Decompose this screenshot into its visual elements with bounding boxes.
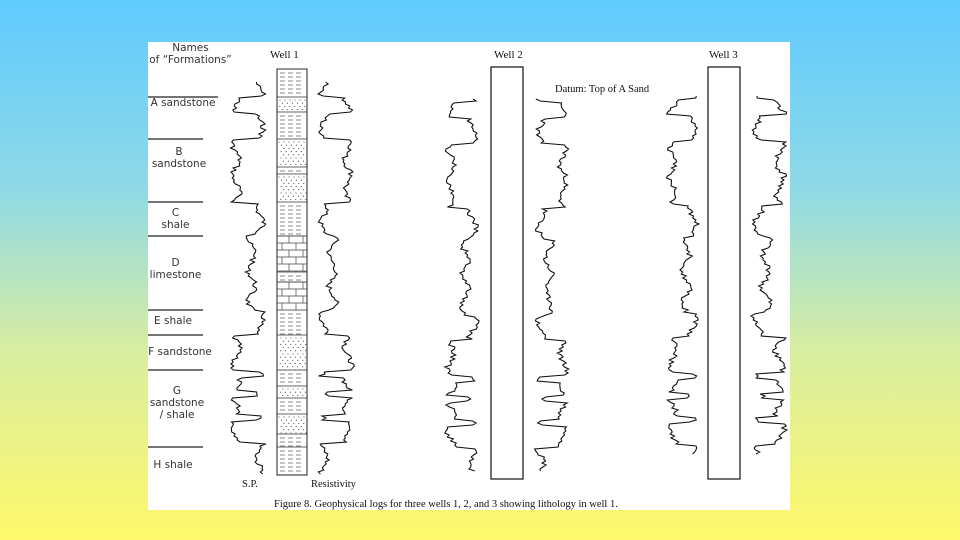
sand-dot [283, 141, 284, 142]
sand-dot [287, 353, 288, 354]
sand-dot [291, 186, 292, 187]
sand-dot [287, 395, 288, 396]
sand-dot [298, 154, 299, 155]
sand-dot [304, 106, 305, 107]
sand-dot [286, 186, 287, 187]
sand-dot [305, 357, 306, 358]
sand-dot [280, 157, 281, 158]
sand-dot [281, 180, 282, 181]
sand-dot [292, 388, 293, 389]
sand-dot [287, 109, 288, 110]
sand-dot [288, 347, 289, 348]
sand-dot [295, 157, 296, 158]
sand-dot [292, 360, 293, 361]
sand-dot [288, 176, 289, 177]
sand-dot [280, 344, 281, 345]
sand-dot [290, 432, 291, 433]
well-3-title: Well 3 [709, 49, 738, 61]
sand-dot [298, 341, 299, 342]
sand-dot [281, 186, 282, 187]
sand-dot [280, 357, 281, 358]
sand-dot [283, 176, 284, 177]
sand-dot [300, 350, 301, 351]
sand-dot [289, 99, 290, 100]
sand-dot [286, 180, 287, 181]
sand-dot [303, 423, 304, 424]
sand-dot [295, 432, 296, 433]
sand-dot [293, 183, 294, 184]
sand-dot [281, 145, 282, 146]
sand-dot [281, 151, 282, 152]
sand-dot [283, 154, 284, 155]
sand-dot [300, 363, 301, 364]
figure-caption: Figure 8. Geophysical logs for three wells 1, 2, and 3 showing lithology in well 1. [274, 499, 618, 510]
sand-dot [282, 109, 283, 110]
sand-dot [290, 164, 291, 165]
sand-dot [282, 366, 283, 367]
sand-dot [281, 420, 282, 421]
well-1-sp-log [231, 82, 267, 474]
sand-dot [300, 199, 301, 200]
sand-dot [304, 99, 305, 100]
sand-dot [279, 106, 280, 107]
sand-dot [300, 192, 301, 193]
datum-label: Datum: Top of A Sand [555, 84, 650, 95]
sand-dot [293, 347, 294, 348]
sand-dot [282, 103, 283, 104]
sand-dot [298, 347, 299, 348]
sand-dot [300, 337, 301, 338]
sand-dot [290, 337, 291, 338]
sand-dot [287, 366, 288, 367]
well-3-resistivity-log [751, 96, 787, 454]
sand-dot [303, 141, 304, 142]
sand-dot [285, 392, 286, 393]
sand-dot [292, 103, 293, 104]
sand-dot [295, 350, 296, 351]
sand-dot [293, 154, 294, 155]
sand-dot [296, 186, 297, 187]
well-2-resistivity-log [535, 99, 569, 471]
sand-dot [303, 154, 304, 155]
sand-dot [302, 360, 303, 361]
well-3-sp-log [667, 96, 699, 454]
sand-dot [298, 176, 299, 177]
sand-dot [286, 426, 287, 427]
sand-dot [301, 180, 302, 181]
sand-dot [291, 145, 292, 146]
sand-dot [286, 151, 287, 152]
sand-dot [288, 341, 289, 342]
sand-dot [282, 360, 283, 361]
well-2-title: Well 2 [494, 49, 523, 61]
sand-dot [295, 337, 296, 338]
sand-dot [302, 366, 303, 367]
sand-dot [305, 199, 306, 200]
sand-dot [285, 357, 286, 358]
sand-dot [296, 420, 297, 421]
sand-dot [278, 416, 279, 417]
sand-dot [294, 99, 295, 100]
sand-dot [305, 363, 306, 364]
sand-dot [298, 189, 299, 190]
sand-dot [292, 353, 293, 354]
sand-dot [288, 196, 289, 197]
sand-dot [286, 420, 287, 421]
sand-dot [278, 141, 279, 142]
sand-dot [305, 192, 306, 193]
formation-label-a: A sandstone [150, 97, 216, 109]
formation-label-h: H shale [153, 459, 193, 471]
sand-dot [285, 344, 286, 345]
sand-dot [292, 109, 293, 110]
sand-dot [290, 157, 291, 158]
sand-dot [285, 164, 286, 165]
well-logs-drawing [148, 42, 790, 510]
sand-dot [298, 183, 299, 184]
sand-dot [295, 164, 296, 165]
sand-dot [298, 196, 299, 197]
sand-dot [298, 148, 299, 149]
sand-dot [282, 395, 283, 396]
sand-dot [301, 151, 302, 152]
sand-dot [295, 199, 296, 200]
sand-dot [290, 192, 291, 193]
sand-dot [288, 189, 289, 190]
sand-dot [295, 357, 296, 358]
sand-dot [283, 341, 284, 342]
sand-dot [280, 192, 281, 193]
sand-dot [288, 148, 289, 149]
sand-dot [292, 395, 293, 396]
sand-dot [302, 353, 303, 354]
sand-dot [305, 392, 306, 393]
sand-dot [285, 350, 286, 351]
well-2-borehole [491, 67, 523, 479]
sand-dot [296, 151, 297, 152]
sand-dot [297, 366, 298, 367]
sand-dot [289, 106, 290, 107]
formations-heading: Names of “Formations” [149, 42, 232, 66]
sand-dot [293, 141, 294, 142]
sand-dot [285, 432, 286, 433]
sand-dot [305, 164, 306, 165]
sand-dot [288, 161, 289, 162]
sand-dot [280, 337, 281, 338]
sand-dot [297, 353, 298, 354]
sand-dot [295, 192, 296, 193]
sand-dot [292, 366, 293, 367]
sand-dot [290, 199, 291, 200]
sand-dot [305, 350, 306, 351]
sand-dot [291, 420, 292, 421]
sand-dot [293, 189, 294, 190]
sand-dot [288, 429, 289, 430]
formation-label-e: E shale [154, 315, 192, 327]
sand-dot [283, 189, 284, 190]
sand-dot [303, 347, 304, 348]
sand-dot [293, 429, 294, 430]
sand-dot [293, 161, 294, 162]
well-3-borehole [708, 67, 740, 479]
sand-dot [283, 196, 284, 197]
sand-dot [303, 148, 304, 149]
sand-dot [282, 353, 283, 354]
sand-dot [290, 357, 291, 358]
well-1-resistivity-log [318, 82, 354, 474]
sand-dot [297, 388, 298, 389]
sand-dot [297, 360, 298, 361]
sand-dot [300, 392, 301, 393]
sand-dot [303, 161, 304, 162]
sand-dot [285, 337, 286, 338]
sand-dot [297, 103, 298, 104]
sand-dot [283, 416, 284, 417]
sand-dot [301, 145, 302, 146]
sand-dot [288, 183, 289, 184]
sand-dot [301, 420, 302, 421]
sand-dot [303, 416, 304, 417]
sand-dot [298, 141, 299, 142]
resistivity-label: Resistivity [311, 479, 356, 490]
sand-dot [302, 109, 303, 110]
sand-dot [282, 388, 283, 389]
well-2-sp-log [445, 99, 479, 471]
sand-dot [298, 161, 299, 162]
sand-dot [285, 363, 286, 364]
sand-dot [294, 106, 295, 107]
sand-dot [291, 426, 292, 427]
sand-dot [288, 416, 289, 417]
sand-dot [302, 388, 303, 389]
sand-dot [305, 344, 306, 345]
sand-dot [293, 341, 294, 342]
sand-dot [283, 161, 284, 162]
sand-dot [285, 199, 286, 200]
formation-label-c: C shale [161, 207, 190, 231]
sand-dot [293, 423, 294, 424]
sand-dot [295, 392, 296, 393]
sand-dot [290, 344, 291, 345]
sand-dot [283, 429, 284, 430]
formation-label-d: D limestone [149, 257, 202, 281]
sand-dot [300, 344, 301, 345]
sand-dot [293, 196, 294, 197]
sand-dot [288, 141, 289, 142]
sand-dot [298, 416, 299, 417]
sand-dot [301, 426, 302, 427]
sand-dot [283, 183, 284, 184]
well-1-title: Well 1 [270, 49, 299, 61]
sand-dot [281, 426, 282, 427]
sand-dot [287, 360, 288, 361]
sand-dot [302, 103, 303, 104]
sand-dot [296, 426, 297, 427]
sand-dot [287, 388, 288, 389]
sand-dot [283, 423, 284, 424]
formation-label-b: B sandstone [151, 146, 207, 170]
sand-dot [284, 99, 285, 100]
sand-dot [298, 429, 299, 430]
sand-dot [293, 416, 294, 417]
sand-dot [296, 145, 297, 146]
sand-dot [280, 392, 281, 393]
sand-dot [280, 199, 281, 200]
sand-dot [303, 196, 304, 197]
sand-dot [288, 423, 289, 424]
sand-dot [299, 99, 300, 100]
sand-dot [296, 180, 297, 181]
sand-dot [305, 432, 306, 433]
sand-dot [283, 347, 284, 348]
sand-dot [291, 180, 292, 181]
sand-dot [303, 183, 304, 184]
sand-dot [303, 176, 304, 177]
formation-label-f: F sandstone [148, 346, 212, 358]
sand-dot [280, 350, 281, 351]
sand-dot [280, 363, 281, 364]
sand-dot [290, 392, 291, 393]
sand-dot [290, 363, 291, 364]
sand-dot [297, 395, 298, 396]
formation-label-g: G sandstone / shale [149, 385, 205, 421]
geophysical-log-figure [148, 42, 790, 510]
sand-dot [290, 350, 291, 351]
sand-dot [299, 106, 300, 107]
sand-dot [303, 429, 304, 430]
sand-dot [291, 151, 292, 152]
sand-dot [301, 186, 302, 187]
sand-dot [302, 395, 303, 396]
sand-dot [285, 192, 286, 193]
sand-dot [293, 176, 294, 177]
sand-dot [284, 106, 285, 107]
sand-dot [300, 164, 301, 165]
sand-dot [303, 341, 304, 342]
sand-dot [300, 157, 301, 158]
sand-dot [298, 423, 299, 424]
sand-dot [279, 99, 280, 100]
sand-dot [288, 154, 289, 155]
sand-dot [295, 363, 296, 364]
sand-dot [287, 103, 288, 104]
sand-dot [285, 157, 286, 158]
sand-dot [303, 189, 304, 190]
sand-dot [283, 148, 284, 149]
sand-dot [280, 164, 281, 165]
sand-dot [278, 176, 279, 177]
sand-dot [286, 145, 287, 146]
sand-dot [293, 148, 294, 149]
sand-dot [297, 109, 298, 110]
sp-label: S.P. [242, 479, 258, 490]
sand-dot [300, 432, 301, 433]
sand-dot [280, 432, 281, 433]
sand-dot [300, 357, 301, 358]
sand-dot [295, 344, 296, 345]
